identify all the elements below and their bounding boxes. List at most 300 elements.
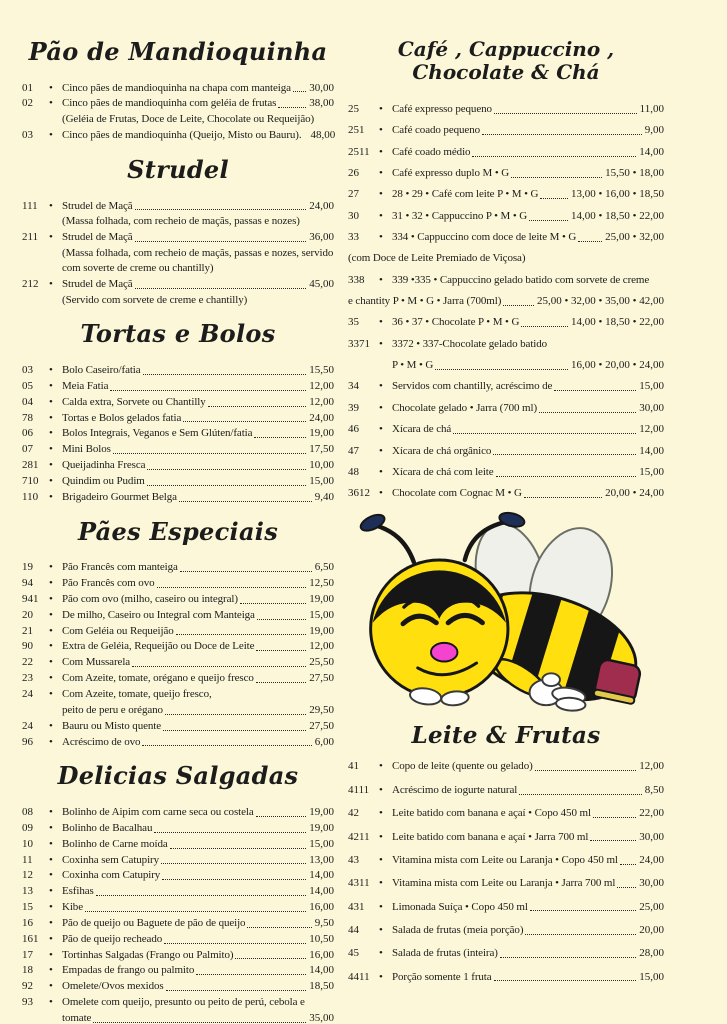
- item-name: Bolinho de Carne moída: [62, 837, 168, 850]
- item-price: 20,00: [639, 923, 664, 936]
- item-price: 48,00: [310, 129, 336, 142]
- menu-item-row: [22, 214, 334, 229]
- item-name: 36 • 37 • Chocolate P • M • G: [392, 316, 520, 329]
- item-price: 30,00: [639, 401, 664, 414]
- menu-item-row: [348, 123, 664, 138]
- menu-item-row: [22, 96, 334, 111]
- dot-leader: [240, 603, 306, 604]
- dot-leader: [96, 895, 307, 896]
- menu-item-row: [22, 576, 334, 591]
- bullet-icon: •: [49, 948, 53, 961]
- item-name: (com Doce de Leite Premiado de Viçosa): [348, 252, 526, 265]
- dot-leader: [163, 730, 306, 731]
- item-price: 35,00: [309, 1011, 334, 1024]
- dot-leader: [482, 134, 642, 135]
- item-number: 45: [348, 947, 359, 960]
- item-name: Café expresso duplo M • G: [392, 167, 510, 180]
- bullet-icon: •: [49, 688, 53, 700]
- item-name: e chantity P • M • G • Jarra (700ml): [348, 295, 502, 308]
- item-number: 46: [348, 423, 359, 436]
- item-name: peito de peru e orégano: [62, 703, 163, 716]
- item-price: 29,50: [309, 703, 334, 716]
- item-number: 92: [22, 980, 33, 993]
- menu-item-row: [22, 868, 334, 883]
- item-name: 3372 • 337-Chocolate gelado batido: [392, 337, 548, 350]
- dot-leader: [132, 666, 306, 667]
- item-price: 12,00: [639, 423, 664, 436]
- item-name: Pão Francês com manteiga: [62, 561, 178, 574]
- menu-item-row: [22, 411, 334, 426]
- item-name: Pão de queijo ou Baguete de pão de queijo: [62, 916, 246, 929]
- item-number: 211: [22, 231, 39, 244]
- menu-item-row: [22, 639, 334, 654]
- bee-illustration: [348, 509, 664, 715]
- dot-leader: [179, 501, 312, 502]
- bullet-icon: •: [49, 901, 53, 914]
- item-number: 13: [22, 885, 33, 898]
- item-name: 339 •335 • Cappuccino gelado batido com sorvete de creme: [392, 273, 650, 286]
- bullet-icon: •: [379, 487, 383, 500]
- item-number: 02: [22, 97, 33, 110]
- dot-leader: [590, 840, 636, 841]
- cafe-section-container: [348, 38, 664, 501]
- item-price: 15,00: [309, 474, 334, 487]
- item-number: 30: [348, 209, 359, 222]
- menu-section: [22, 156, 334, 308]
- item-name: Leite batido com banana e açaí • Jarra 700 ml: [392, 830, 589, 843]
- bullet-icon: •: [49, 932, 53, 945]
- menu-item-row: [22, 900, 334, 915]
- item-name: Salada de frutas (meia porção): [392, 923, 524, 936]
- menu-item-row: [348, 444, 664, 459]
- dot-leader: [154, 832, 306, 833]
- item-name: Vitamina mista com Leite ou Laranja • Jarra 700 ml: [392, 877, 616, 890]
- item-name: Strudel de Maçã: [62, 199, 133, 212]
- leite-section-container: [348, 723, 664, 984]
- item-name: Cinco pães de mandioquinha com geléia de frutas: [62, 97, 277, 110]
- item-name: Cinco pães de mandioquinha na chapa com manteiga: [62, 81, 291, 94]
- menu-item-row: [22, 995, 334, 1010]
- dot-leader: [235, 958, 306, 959]
- menu-item-row: [348, 759, 664, 774]
- menu-item-row: [22, 884, 334, 899]
- bullet-icon: •: [379, 167, 383, 180]
- item-number: 27: [348, 188, 359, 201]
- menu-item-row: [348, 187, 664, 202]
- menu-section: [22, 762, 334, 1024]
- menu-item-row: [22, 199, 334, 214]
- item-number: 44: [348, 923, 359, 936]
- item-price: 15,50: [309, 364, 334, 377]
- item-number: 110: [22, 490, 39, 503]
- item-number: 21: [22, 624, 33, 637]
- item-price: 45,00: [309, 277, 334, 290]
- item-name: (Massa folhada, com recheio de maçãs, passas e nozes): [62, 215, 300, 228]
- item-number: 94: [22, 577, 33, 590]
- menu-item-row: [22, 735, 334, 750]
- item-number: 04: [22, 395, 33, 408]
- item-name: Empadas de frango ou palmito: [62, 964, 195, 977]
- bullet-icon: •: [49, 364, 53, 377]
- item-name: Strudel de Maçã: [62, 277, 133, 290]
- dot-leader: [472, 156, 636, 157]
- item-price: 9,40: [314, 490, 334, 503]
- item-name: Tortinhas Salgadas (Frango ou Palmito): [62, 948, 234, 961]
- bullet-icon: •: [49, 129, 53, 142]
- item-name: Acréscimo de iogurte natural: [392, 783, 518, 796]
- item-price: 14,00: [309, 964, 334, 977]
- menu-item-row: [348, 273, 664, 288]
- item-price: 14,00: [639, 444, 664, 457]
- dot-leader: [157, 587, 307, 588]
- menu-item-row: [22, 1011, 334, 1024]
- item-name: Xícara de chá orgânico: [392, 444, 492, 457]
- dot-leader: [257, 619, 306, 620]
- item-price: 15,00: [309, 837, 334, 850]
- menu-item-row: [348, 315, 664, 330]
- menu-section: [22, 320, 334, 504]
- item-price: 14,00: [639, 145, 664, 158]
- menu-item-row: [348, 337, 664, 352]
- item-number: 12: [22, 869, 33, 882]
- item-price: 11,00: [639, 103, 664, 115]
- item-price: 8,50: [644, 783, 664, 796]
- bullet-icon: •: [49, 640, 53, 653]
- bullet-icon: •: [49, 996, 53, 1009]
- menu-item-row: [348, 783, 664, 798]
- item-number: 251: [348, 124, 365, 137]
- item-price: 15,00: [639, 380, 664, 393]
- bullet-icon: •: [379, 947, 383, 960]
- item-number: 09: [22, 821, 33, 834]
- item-number: 42: [348, 807, 359, 820]
- item-name: Tortas e Bolos gelados fatia: [62, 411, 182, 424]
- item-price: 20,00 • 24,00: [605, 487, 664, 500]
- menu-item-row: [22, 474, 334, 489]
- item-price: 19,00: [309, 805, 334, 818]
- bullet-icon: •: [49, 980, 53, 993]
- item-price: 12,00: [639, 760, 664, 773]
- item-name: tomate: [62, 1011, 92, 1024]
- item-name: Omelete com queijo, presunto ou peito de perú, cebola e: [62, 996, 305, 1009]
- menu-item-row: [22, 655, 334, 670]
- dot-leader: [453, 433, 636, 434]
- item-number: 3371: [348, 337, 370, 350]
- item-name: 28 • 29 • Café com leite P • M • G: [392, 188, 539, 201]
- menu-item-row: [348, 970, 664, 985]
- section-title: Café , Cappuccino , Chocolate & Chá: [397, 37, 615, 84]
- item-number: 39: [348, 401, 359, 414]
- bullet-icon: •: [49, 395, 53, 408]
- dot-leader: [593, 817, 636, 818]
- bullet-icon: •: [379, 877, 383, 890]
- item-number: 93: [22, 996, 33, 1009]
- item-number: 24: [22, 719, 33, 732]
- dot-leader: [493, 454, 636, 455]
- item-name: Bolinho de Aipim com carne seca ou costela: [62, 805, 254, 818]
- menu-item-row: [22, 719, 334, 734]
- bullet-icon: •: [379, 209, 383, 222]
- dot-leader: [539, 412, 636, 413]
- dot-leader: [147, 469, 306, 470]
- item-price: 19,00: [309, 821, 334, 834]
- menu-item-row: [348, 358, 664, 373]
- menu-item-row: [22, 442, 334, 457]
- menu-item-row: [22, 112, 334, 127]
- item-number: 41: [348, 760, 359, 773]
- item-number: 2511: [348, 145, 370, 158]
- item-price: 30,00: [639, 877, 664, 890]
- bullet-icon: •: [379, 337, 383, 350]
- item-number: 03: [22, 129, 33, 142]
- bullet-icon: •: [379, 830, 383, 843]
- menu-item-row: [22, 395, 334, 410]
- dot-leader: [620, 864, 636, 865]
- item-price: 15,00: [639, 465, 664, 478]
- bullet-icon: •: [49, 608, 53, 621]
- item-price: 27,50: [309, 719, 334, 732]
- bullet-icon: •: [379, 316, 383, 329]
- bullet-icon: •: [379, 188, 383, 201]
- item-name: Mini Bolos: [62, 443, 111, 456]
- item-price: 19,00: [309, 592, 334, 605]
- menu-column-right: [348, 38, 664, 1024]
- item-number: 20: [22, 608, 33, 621]
- item-number: 431: [348, 900, 365, 913]
- item-name: Meia Fatia: [62, 379, 109, 392]
- item-number: 26: [348, 167, 359, 180]
- menu-item-row: [22, 821, 334, 836]
- item-price: 22,00: [639, 807, 664, 820]
- menu-item-row: [348, 166, 664, 181]
- item-number: 03: [22, 364, 33, 377]
- item-price: 12,00: [309, 395, 334, 408]
- bullet-icon: •: [379, 970, 383, 983]
- menu-item-row: [22, 624, 334, 639]
- item-number: 48: [348, 465, 359, 478]
- item-number: 06: [22, 427, 33, 440]
- dot-leader: [494, 980, 637, 981]
- bullet-icon: •: [49, 885, 53, 898]
- item-price: 12,00: [309, 379, 334, 392]
- item-name: Pão com ovo (milho, caseiro ou integral): [62, 592, 238, 605]
- item-number: 3612: [348, 487, 370, 500]
- dot-leader: [110, 390, 306, 391]
- menu-item-row: [22, 916, 334, 931]
- dot-leader: [496, 476, 637, 477]
- menu-section: [348, 723, 664, 984]
- item-price: 6,50: [314, 561, 334, 574]
- item-name: Porção somente 1 fruta: [392, 970, 492, 983]
- item-price: 12,50: [309, 577, 334, 590]
- item-price: 9,50: [314, 916, 334, 929]
- menu-item-row: [348, 853, 664, 868]
- item-name: Strudel de Maçã: [62, 231, 133, 244]
- item-price: 16,00: [309, 948, 334, 961]
- menu-item-row: [348, 486, 664, 501]
- item-name: Café expresso pequeno: [392, 103, 492, 115]
- bullet-icon: •: [49, 735, 53, 748]
- item-name: Queijadinha Fresca: [62, 459, 146, 472]
- dot-leader: [256, 650, 306, 651]
- bullet-icon: •: [379, 103, 383, 115]
- item-name: Pão de queijo recheado: [62, 932, 163, 945]
- menu-item-row: [22, 81, 334, 96]
- dot-leader: [503, 305, 534, 306]
- bullet-icon: •: [49, 837, 53, 850]
- item-name: De milho, Caseiro ou Integral com Manteiga: [62, 608, 255, 621]
- item-name: Com Mussarela: [62, 656, 131, 669]
- dot-leader: [135, 241, 307, 242]
- dot-leader: [113, 453, 306, 454]
- item-number: 4111: [348, 783, 370, 796]
- item-price: 25,00: [639, 900, 664, 913]
- menu-item-row: [22, 979, 334, 994]
- dot-leader: [176, 634, 307, 635]
- item-name: Xícara de chá: [392, 423, 452, 436]
- menu-item-row: [22, 426, 334, 441]
- item-price: 14,00 • 18,50 • 22,00: [571, 209, 664, 222]
- item-name: Copo de leite (quente ou gelado): [392, 760, 533, 773]
- bee-boot: [593, 658, 641, 704]
- dot-leader: [147, 485, 307, 486]
- menu-item-row: [22, 608, 334, 623]
- menu-item-row: [22, 128, 334, 143]
- item-price: 17,50: [309, 443, 334, 456]
- menu-item-row: [348, 465, 664, 480]
- bullet-icon: •: [49, 81, 53, 94]
- item-price: 19,00: [309, 427, 334, 440]
- section-title: Delicias Salgadas: [57, 761, 299, 791]
- menu-item-row: [348, 230, 664, 245]
- item-price: 24,00: [639, 853, 664, 866]
- item-number: 05: [22, 379, 33, 392]
- bullet-icon: •: [379, 783, 383, 796]
- bullet-icon: •: [379, 423, 383, 436]
- item-name: Café coado pequeno: [392, 124, 480, 137]
- menu-column-left: [22, 38, 334, 1024]
- menu-section: [348, 38, 664, 501]
- menu-item-row: [22, 703, 334, 718]
- item-number: 25: [348, 103, 359, 115]
- item-name: Chocolate com Cognac M • G: [392, 487, 522, 500]
- section-title: Pão de Mandioquinha: [28, 37, 328, 66]
- dot-leader: [161, 863, 306, 864]
- menu-item-row: [22, 853, 334, 868]
- item-name: Extra de Geléia, Requeijão ou Doce de Leite: [62, 640, 255, 653]
- bullet-icon: •: [49, 624, 53, 637]
- item-price: 13,00 • 16,00 • 18,50: [571, 188, 664, 201]
- bullet-icon: •: [49, 490, 53, 503]
- menu-item-row: [22, 277, 334, 292]
- dot-leader: [511, 177, 602, 178]
- section-title: Tortas e Bolos: [80, 319, 276, 349]
- item-number: 01: [22, 81, 33, 94]
- dot-leader: [254, 437, 306, 438]
- menu-item-row: [348, 900, 664, 915]
- dot-leader: [170, 848, 307, 849]
- menu-item-row: [348, 294, 664, 309]
- bullet-icon: •: [49, 443, 53, 456]
- item-price: 30,00: [639, 830, 664, 843]
- item-number: 161: [22, 932, 39, 945]
- item-number: 96: [22, 735, 33, 748]
- item-number: 23: [22, 672, 33, 685]
- item-price: 36,00: [309, 231, 334, 244]
- menu-section: [22, 38, 334, 143]
- bullet-icon: •: [49, 656, 53, 669]
- dot-leader: [278, 107, 306, 108]
- bullet-icon: •: [379, 124, 383, 137]
- bullet-icon: •: [49, 719, 53, 732]
- item-name: Quindim ou Pudim: [62, 474, 145, 487]
- item-price: 30,00: [309, 81, 334, 94]
- bullet-icon: •: [379, 900, 383, 913]
- item-number: 07: [22, 443, 33, 456]
- item-price: 16,00: [309, 901, 334, 914]
- item-price: 25,50: [309, 656, 334, 669]
- item-name: 31 • 32 • Cappuccino P • M • G: [392, 209, 528, 222]
- dot-leader: [208, 406, 307, 407]
- bullet-icon: •: [379, 444, 383, 457]
- item-price: 14,00: [309, 885, 334, 898]
- item-price: 12,00: [309, 640, 334, 653]
- item-number: 10: [22, 837, 33, 850]
- dot-leader: [180, 571, 312, 572]
- section-title: Strudel: [127, 154, 229, 184]
- item-number: 22: [22, 656, 33, 669]
- dot-leader: [500, 957, 636, 958]
- item-number: 941: [22, 592, 39, 605]
- item-name: Leite batido com banana e açaí • Copo 450 ml: [392, 807, 591, 820]
- item-number: 18: [22, 964, 33, 977]
- item-price: 15,00: [639, 970, 664, 983]
- bullet-icon: •: [49, 231, 53, 244]
- item-name: Omelete/Ovos mexidos: [62, 980, 164, 993]
- menu-item-row: [348, 806, 664, 821]
- item-name: Chocolate gelado • Jarra (700 ml): [392, 401, 538, 414]
- item-name: Coxinha sem Catupiry: [62, 853, 159, 866]
- dot-leader: [142, 745, 311, 746]
- item-name: P • M • G: [392, 359, 434, 372]
- bullet-icon: •: [379, 465, 383, 478]
- dot-leader: [143, 374, 307, 375]
- dot-leader: [525, 934, 636, 935]
- bullet-icon: •: [379, 760, 383, 773]
- dot-leader: [85, 911, 306, 912]
- dot-leader: [529, 220, 568, 221]
- dot-leader: [196, 974, 306, 975]
- item-name: Servidos com chantilly, acréscimo de: [392, 380, 553, 393]
- bullet-icon: •: [49, 427, 53, 440]
- bullet-icon: •: [379, 145, 383, 158]
- menu-item-row: [348, 876, 664, 891]
- dot-leader: [524, 497, 602, 498]
- item-number: 338: [348, 273, 365, 286]
- bee-cartoon-image: [348, 509, 664, 715]
- item-price: 10,00: [309, 459, 334, 472]
- item-number: 35: [348, 316, 359, 329]
- dot-leader: [93, 1022, 306, 1023]
- bullet-icon: •: [49, 916, 53, 929]
- bullet-icon: •: [49, 97, 53, 110]
- bullet-icon: •: [379, 853, 383, 866]
- item-number: 34: [348, 380, 359, 393]
- item-number: 90: [22, 640, 33, 653]
- menu-item-row: [22, 490, 334, 505]
- item-number: 4411: [348, 970, 370, 983]
- item-name: (Servido com sorvete de creme e chantilly): [62, 293, 248, 306]
